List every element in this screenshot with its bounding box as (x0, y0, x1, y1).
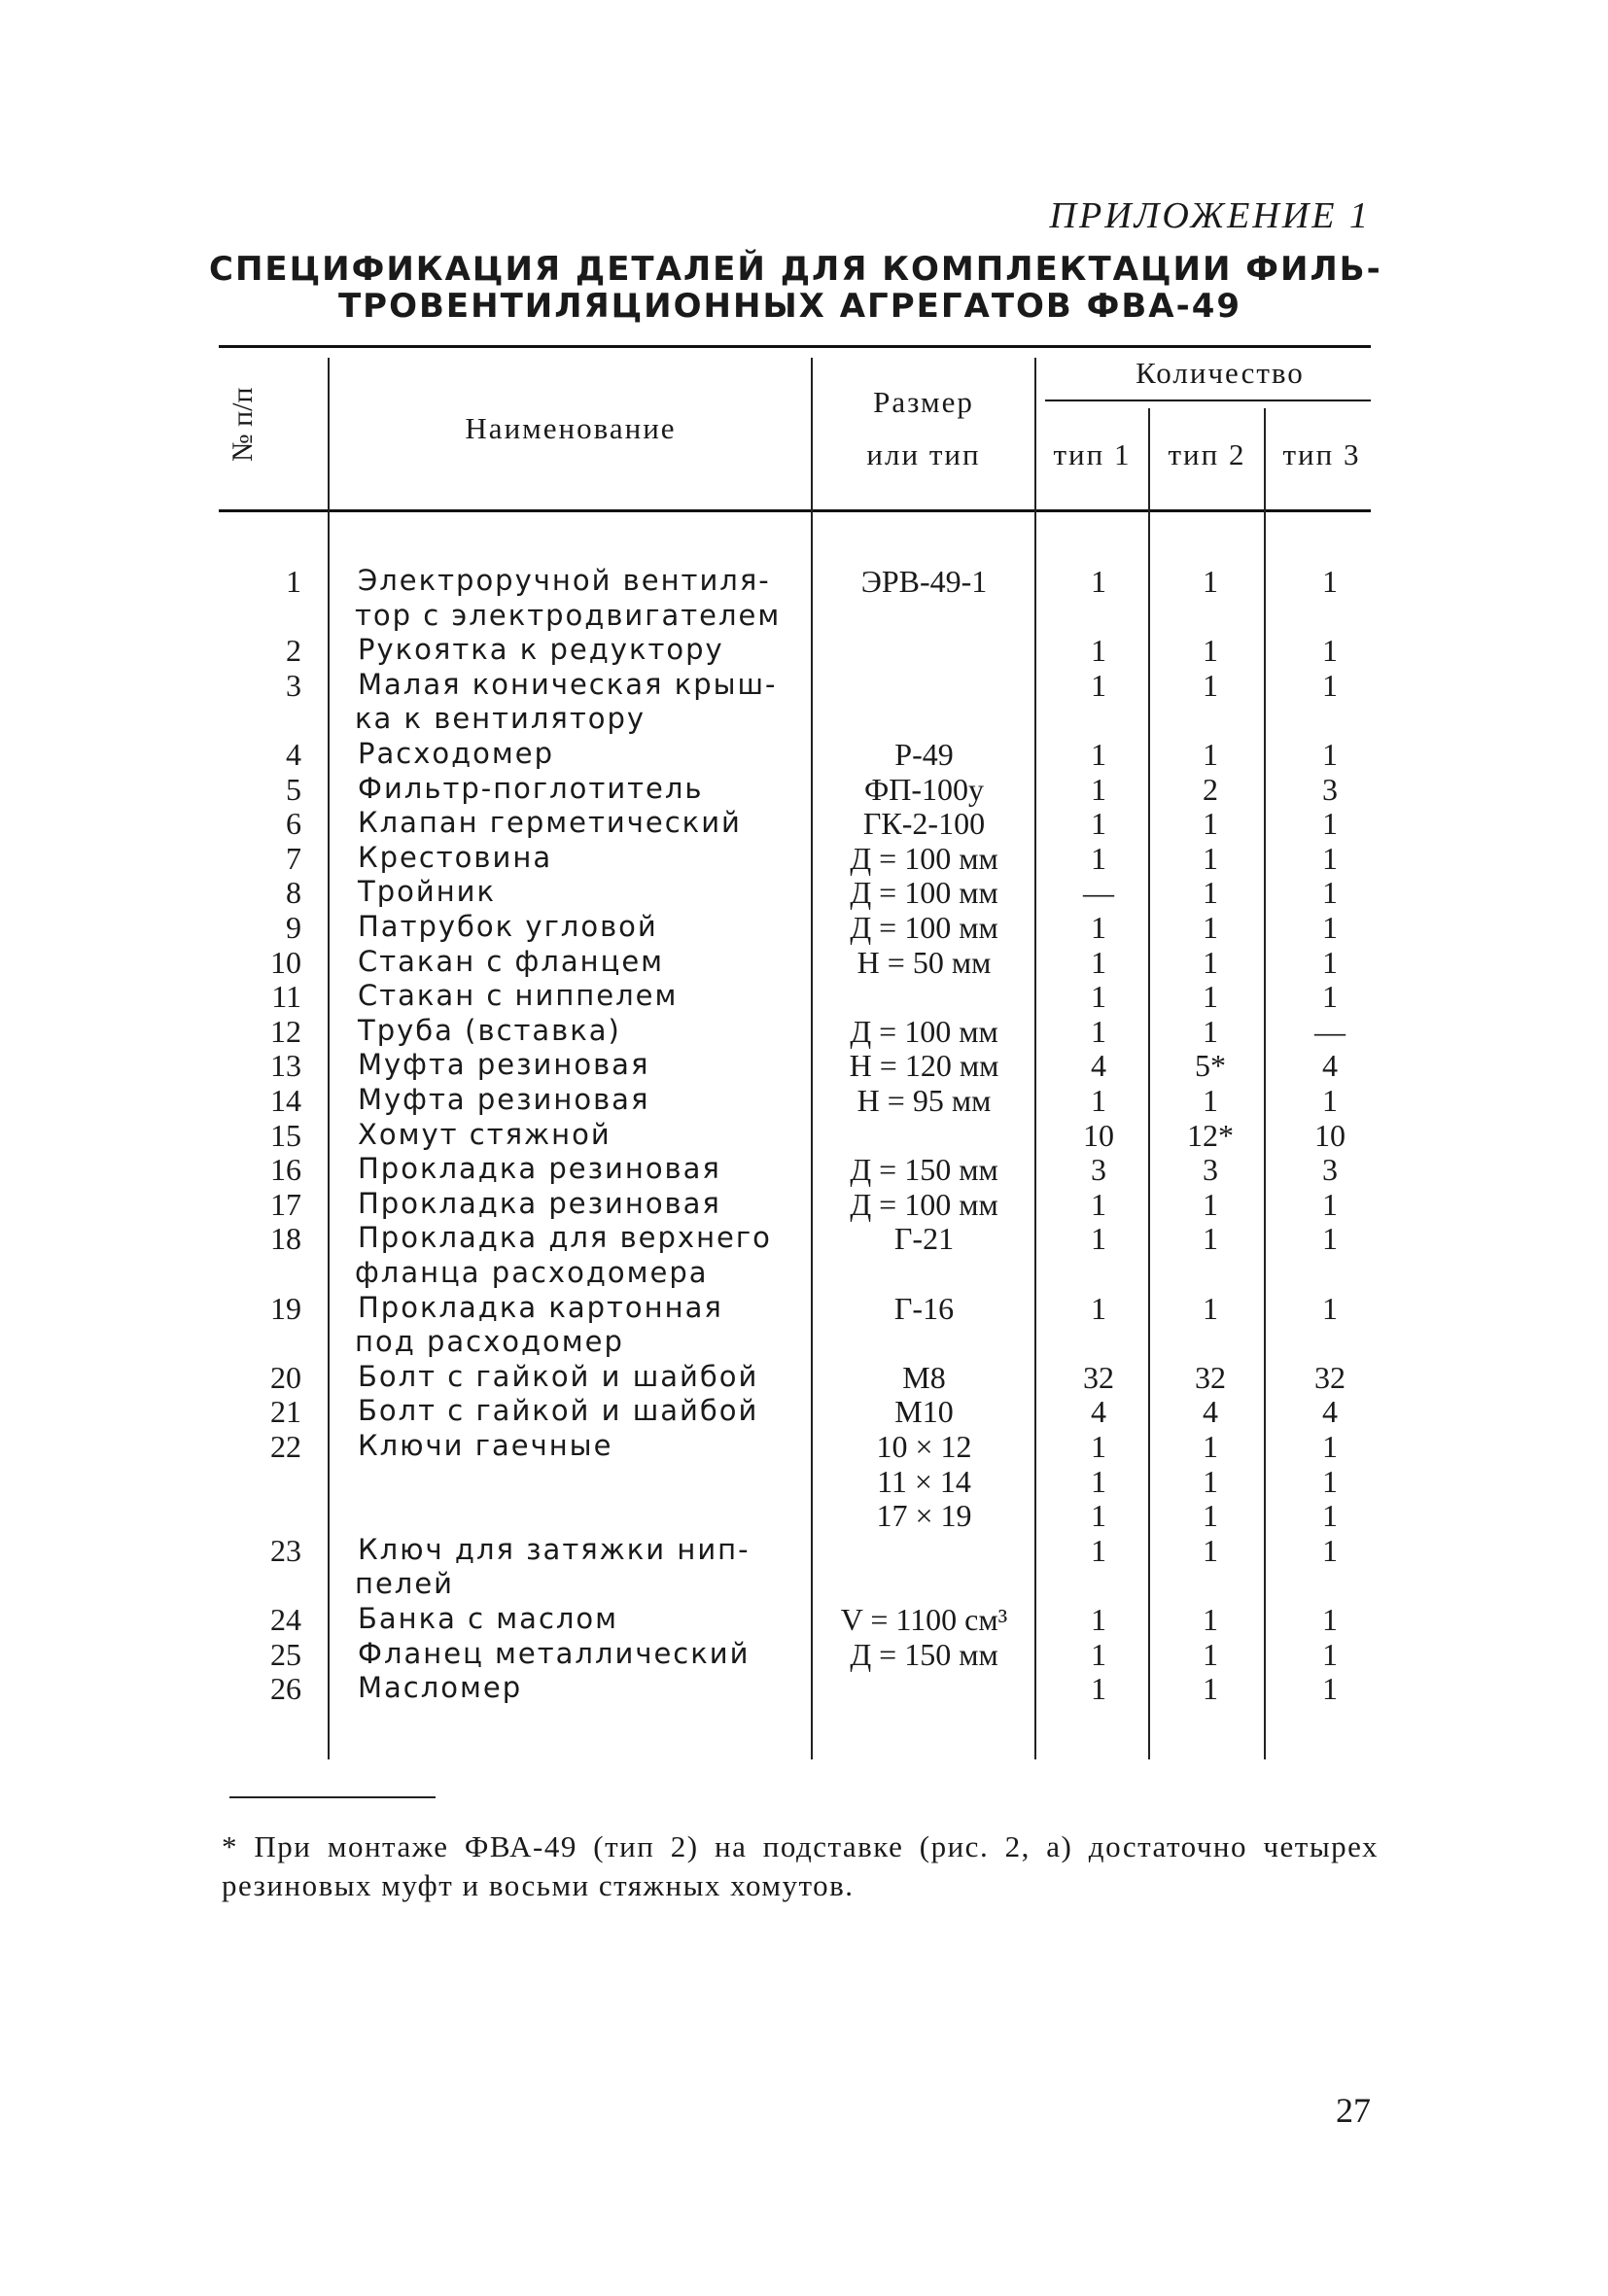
row-size: V = 1100 см³ (840, 1602, 1008, 1637)
table-row (0, 1637, 1608, 1672)
row-name: Прокладка резиновая (358, 1186, 721, 1220)
row-number: 3 (286, 667, 301, 703)
row-type1: 1 (1091, 1532, 1106, 1568)
table-row (0, 668, 1608, 703)
row-type1: 1 (1091, 633, 1106, 669)
row-name: ка к вентилятору (355, 702, 647, 736)
row-number: 9 (286, 910, 301, 945)
table-row (0, 1533, 1608, 1568)
row-type2: 4 (1203, 1394, 1218, 1430)
row-type2: 1 (1203, 1221, 1218, 1257)
page-title (209, 250, 1382, 326)
row-type2: 1 (1203, 1013, 1218, 1049)
table-row (0, 1394, 1608, 1429)
table-row (0, 945, 1608, 980)
row-type3: 1 (1322, 737, 1338, 772)
row-type2: 1 (1203, 1290, 1218, 1326)
row-number: 12 (270, 1013, 301, 1049)
table-top-rule (219, 345, 1371, 348)
table-row (0, 910, 1608, 945)
table-row (0, 633, 1608, 668)
row-type3: 1 (1322, 1532, 1338, 1568)
row-type2: 1 (1203, 944, 1218, 980)
row-type2: 1 (1203, 1463, 1218, 1499)
row-type2: 12* (1187, 1117, 1234, 1153)
row-number: 5 (286, 771, 301, 807)
row-number: 25 (270, 1636, 301, 1672)
row-type3: 1 (1322, 806, 1338, 842)
row-type1: 4 (1091, 1048, 1106, 1084)
row-type1: 1 (1091, 564, 1106, 599)
row-type3: 1 (1322, 875, 1338, 911)
table-row (0, 1256, 1608, 1291)
row-type2: 2 (1203, 771, 1218, 807)
row-type1: 1 (1091, 910, 1106, 945)
row-size: ГК-2-100 (862, 806, 986, 842)
row-name: Прокладка картонная (358, 1290, 723, 1324)
row-size: Н = 120 мм (849, 1048, 999, 1084)
table-row (0, 1360, 1608, 1395)
row-type1: 1 (1091, 1463, 1106, 1499)
row-type1: 1 (1091, 1186, 1106, 1222)
table-row (0, 1152, 1608, 1187)
row-type1: 1 (1091, 1429, 1106, 1464)
row-type2: 1 (1203, 737, 1218, 772)
row-size: М10 (894, 1394, 954, 1430)
row-name: Труба (вставка) (358, 1013, 621, 1047)
row-size: Н = 50 мм (856, 944, 992, 980)
row-type3: 1 (1322, 1671, 1338, 1707)
row-number: 4 (286, 737, 301, 772)
page-number: 27 (1336, 2091, 1371, 2130)
row-type1: 4 (1091, 1394, 1106, 1430)
row-type2: 1 (1203, 1671, 1218, 1707)
row-name: Муфта резиновая (358, 1048, 650, 1082)
row-number: 1 (286, 564, 301, 599)
row-type2: 1 (1203, 1429, 1218, 1464)
row-number: 10 (270, 944, 301, 980)
row-size: ФП-100у (863, 771, 985, 807)
row-type2: 1 (1203, 1498, 1218, 1534)
table-row (0, 1567, 1608, 1602)
row-size: 10 × 12 (876, 1429, 972, 1464)
row-size: Г-16 (893, 1290, 955, 1326)
row-type1: 1 (1091, 667, 1106, 703)
row-type1: 1 (1091, 806, 1106, 842)
row-name: Фильтр-поглотитель (358, 771, 704, 805)
row-type1: 1 (1091, 1636, 1106, 1672)
row-size: М8 (902, 1359, 946, 1395)
row-type3: 1 (1322, 1602, 1338, 1637)
row-type2: 1 (1203, 633, 1218, 669)
row-number: 14 (270, 1083, 301, 1118)
column-header-type3: тип 3 (1282, 437, 1361, 471)
row-type3: 3 (1322, 771, 1338, 807)
row-name: Муфта резиновая (358, 1083, 650, 1116)
row-size: Р-49 (894, 737, 954, 772)
row-size: ЭРВ-49-1 (860, 564, 988, 599)
footnote: * При монтаже ФВА-49 (тип 2) на подставке (рис. 2, а) достаточно четырех резиновых муфт и восьми стяжных хомутов. (222, 1829, 1379, 1902)
row-type2: 1 (1203, 667, 1218, 703)
row-type2: 1 (1203, 1636, 1218, 1672)
row-name: Прокладка резиновая (358, 1152, 721, 1186)
row-number: 6 (286, 806, 301, 842)
row-type1: 1 (1091, 1083, 1106, 1118)
row-number: 16 (270, 1152, 301, 1188)
row-name: Фланец металлический (358, 1636, 751, 1670)
row-size: Д = 150 мм (850, 1152, 998, 1188)
row-size: Д = 100 мм (850, 1013, 998, 1049)
row-name: тор с электродвигателем (355, 598, 782, 632)
row-size: Д = 100 мм (850, 1186, 998, 1222)
column-header-size-line1: Размер (873, 385, 974, 419)
row-type3: 1 (1322, 979, 1338, 1015)
row-number: 21 (270, 1394, 301, 1430)
row-name: Стакан с ниппелем (358, 979, 679, 1013)
row-type1: 1 (1091, 1671, 1106, 1707)
row-name: под расходомер (355, 1325, 624, 1359)
title-line-1: СПЕЦИФИКАЦИЯ ДЕТАЛЕЙ ДЛЯ КОМПЛЕКТАЦИИ ФИЛЬ- (209, 250, 1382, 289)
row-size: Д = 100 мм (850, 910, 998, 945)
row-type3: 1 (1322, 1186, 1338, 1222)
row-type3: 1 (1322, 1463, 1338, 1499)
row-number: 23 (270, 1532, 301, 1568)
row-name: Стакан с фланцем (358, 944, 665, 978)
row-type2: 1 (1203, 1602, 1218, 1637)
row-name: Болт с гайкой и шайбой (358, 1394, 759, 1428)
row-name: Крестовина (358, 840, 553, 874)
row-type2: 1 (1203, 1532, 1218, 1568)
row-type1: 1 (1091, 1221, 1106, 1257)
row-type3: 1 (1322, 910, 1338, 945)
row-type2: 1 (1203, 564, 1218, 599)
row-number: 7 (286, 840, 301, 876)
table-row (0, 1221, 1608, 1256)
row-type2: 3 (1203, 1152, 1218, 1188)
row-number: 20 (270, 1359, 301, 1395)
row-name: Расходомер (358, 737, 555, 770)
row-number: 22 (270, 1429, 301, 1464)
row-name: Болт с гайкой и шайбой (358, 1359, 759, 1393)
row-type1: 1 (1091, 1290, 1106, 1326)
row-type3: 1 (1322, 840, 1338, 876)
table-row (0, 1602, 1608, 1637)
table-row (0, 737, 1608, 772)
row-size: 11 × 14 (877, 1463, 971, 1499)
row-type1: — (1083, 875, 1114, 911)
row-type1: 10 (1083, 1117, 1114, 1153)
row-number: 26 (270, 1671, 301, 1707)
row-name: фланца расходомера (355, 1256, 709, 1289)
row-type3: 1 (1322, 667, 1338, 703)
row-size: Д = 100 мм (850, 840, 998, 876)
row-type1: 1 (1091, 771, 1106, 807)
row-type2: 1 (1203, 979, 1218, 1015)
row-name: Тройник (358, 875, 497, 909)
row-name: Электроручной вентиля- (358, 564, 771, 597)
row-type2: 1 (1203, 1186, 1218, 1222)
row-type2: 1 (1203, 840, 1218, 876)
row-type1: 1 (1091, 944, 1106, 980)
table-row (0, 772, 1608, 807)
row-number: 19 (270, 1290, 301, 1326)
row-type3: 10 (1314, 1117, 1346, 1153)
row-number: 24 (270, 1602, 301, 1637)
row-name: Клапан герметический (358, 806, 742, 840)
row-size: Н = 95 мм (856, 1083, 992, 1118)
row-type3: — (1314, 1013, 1346, 1049)
table-row (0, 1429, 1608, 1464)
row-size: Д = 150 мм (850, 1636, 998, 1672)
row-size: Д = 100 мм (850, 875, 998, 911)
row-type3: 1 (1322, 633, 1338, 669)
row-type2: 1 (1203, 806, 1218, 842)
footnote-rule (229, 1796, 436, 1798)
row-name: Ключ для затяжки нип- (358, 1532, 751, 1566)
table-row (0, 1498, 1608, 1533)
row-number: 18 (270, 1221, 301, 1257)
row-number: 15 (270, 1117, 301, 1153)
column-header-number: № п/п (227, 387, 259, 462)
row-type3: 4 (1322, 1048, 1338, 1084)
row-number: 8 (286, 875, 301, 911)
row-type3: 32 (1314, 1359, 1346, 1395)
row-type2: 5* (1195, 1048, 1226, 1084)
column-header-size-line2: или тип (866, 437, 981, 471)
row-size: Г-21 (893, 1221, 955, 1257)
row-number: 13 (270, 1048, 301, 1084)
row-name: Банка с маслом (358, 1602, 619, 1635)
appendix-label: ПРИЛОЖЕНИЕ 1 (1049, 195, 1371, 236)
column-header-name: Наименование (465, 411, 677, 445)
table-row (0, 1291, 1608, 1326)
row-size: 17 × 19 (876, 1498, 972, 1534)
column-header-quantity: Количество (1136, 356, 1305, 390)
row-name: Ключи гаечные (358, 1429, 613, 1462)
row-name: Хомут стяжной (358, 1117, 612, 1151)
header-bottom-rule (219, 509, 1371, 512)
row-name: Прокладка для верхнего (358, 1221, 772, 1255)
title-line-2: ТРОВЕНТИЛЯЦИОННЫХ АГРЕГАТОВ ФВА-49 (337, 287, 1242, 326)
table-row (0, 1118, 1608, 1153)
row-number: 11 (271, 979, 301, 1015)
row-type3: 1 (1322, 564, 1338, 599)
row-type1: 1 (1091, 1602, 1106, 1637)
row-type3: 1 (1322, 1290, 1338, 1326)
quantity-subheader-rule (1045, 400, 1371, 401)
table-row (0, 979, 1608, 1014)
row-type3: 1 (1322, 1083, 1338, 1118)
table-row (0, 1187, 1608, 1222)
row-type3: 1 (1322, 1221, 1338, 1257)
row-type2: 1 (1203, 910, 1218, 945)
table-row (0, 1014, 1608, 1049)
row-type1: 3 (1091, 1152, 1106, 1188)
row-type3: 1 (1322, 1429, 1338, 1464)
row-type2: 1 (1203, 875, 1218, 911)
table-row (0, 599, 1608, 634)
row-name: Малая коническая крыш- (358, 667, 778, 701)
row-type1: 32 (1083, 1359, 1114, 1395)
table-row (0, 1048, 1608, 1083)
row-name: Масломер (358, 1671, 523, 1705)
row-type3: 3 (1322, 1152, 1338, 1188)
row-name: Патрубок угловой (358, 910, 658, 943)
column-header-type1: тип 1 (1053, 437, 1132, 471)
row-number: 17 (270, 1186, 301, 1222)
row-type1: 1 (1091, 840, 1106, 876)
row-type1: 1 (1091, 1013, 1106, 1049)
table-row (0, 875, 1608, 910)
row-type3: 1 (1322, 1636, 1338, 1672)
row-type1: 1 (1091, 737, 1106, 772)
row-name: пелей (355, 1567, 455, 1601)
table-row (0, 1083, 1608, 1118)
row-type3: 1 (1322, 1498, 1338, 1534)
row-type1: 1 (1091, 1498, 1106, 1534)
table-row (0, 702, 1608, 737)
table-row (0, 1325, 1608, 1360)
table-row (0, 564, 1608, 599)
row-type2: 32 (1195, 1359, 1226, 1395)
row-number: 2 (286, 633, 301, 669)
table-row (0, 841, 1608, 876)
row-type3: 4 (1322, 1394, 1338, 1430)
table-row (0, 806, 1608, 841)
table-row (0, 1671, 1608, 1706)
column-header-type2: тип 2 (1168, 437, 1246, 471)
row-name: Рукоятка к редуктору (358, 633, 724, 667)
table-row (0, 1464, 1608, 1499)
row-type3: 1 (1322, 944, 1338, 980)
row-type1: 1 (1091, 979, 1106, 1015)
row-type2: 1 (1203, 1083, 1218, 1118)
